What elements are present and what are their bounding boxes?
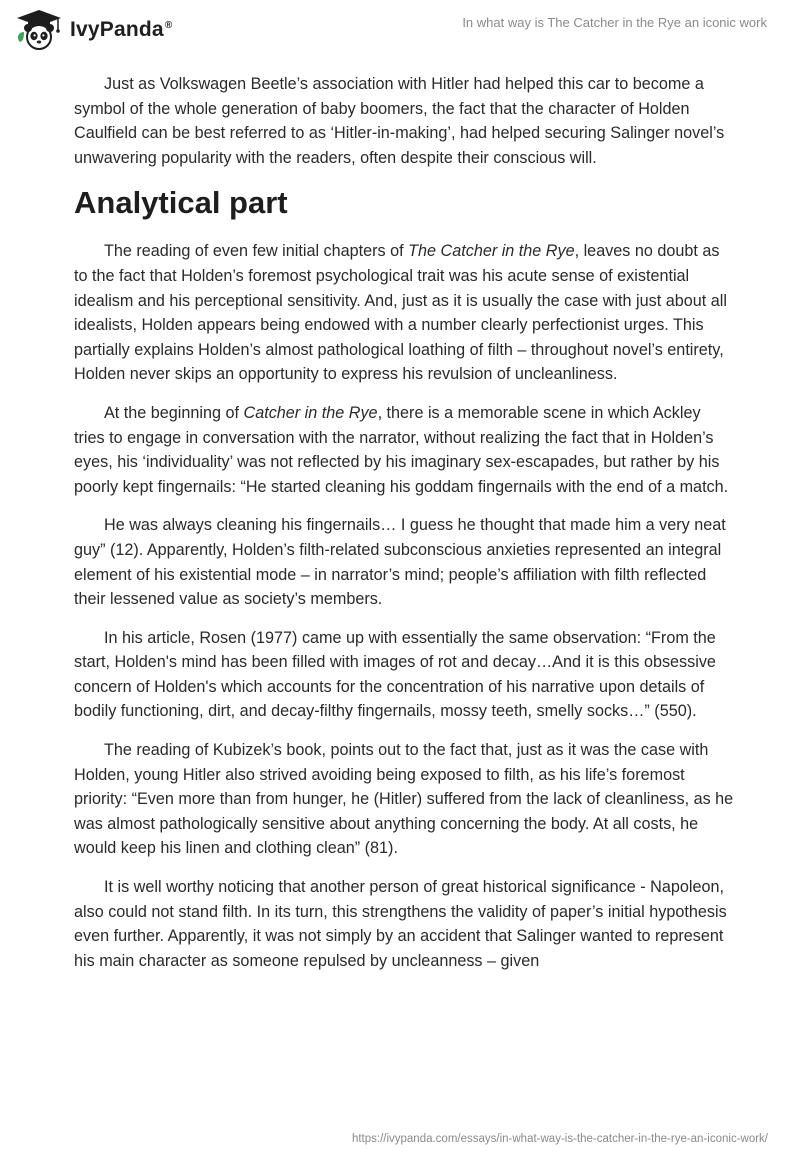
registered-mark: ® [164,20,173,31]
paragraph-1 [74,239,734,387]
paragraph-1-text-a: The reading of even few initial chapters of [104,242,409,261]
paragraph-2 [74,401,734,499]
ivypanda-logo[interactable] [14,8,172,52]
panda-graduate-icon [14,8,64,52]
page-header [0,0,800,60]
source-url[interactable]: https://ivypanda.com/essays/in-what-way-is-the-catcher-in-the-rye-an-iconic-work/ [351,1133,768,1145]
paragraph-2-text-b: , there is a memorable scene in which Ackley tries to engage in conversation with the narrator, without realizing the fact that in Holden’s eyes, his ‘individuality’ was not reflected by his imaginary sex-escapades, but rather by his poorly kept fingernails: “He started cleaning his goddam fingernails with the end of a match. [74,403,729,496]
paragraph-3: He was always cleaning his fingernails… I guess he thought that made him a very neat guy” (12). Apparently, Holden’s filth-related subconscious anxieties represented an integral element of his existential mode – in narrator’s mind; people’s affiliation with filth reflected their lessened value as society’s members. [74,516,726,609]
brand-name: IvyPanda® [70,18,173,41]
paragraph-1-text-b: , leaves no doubt as to the fact that Holden’s foremost psychological trait was his acute sense of existential idealism and his perceptional sensitivity. And, just as it is usually the case with just about all idealists, Holden appears being endowed with a number clearly perfectionist urges. This partially explains Holden’s almost pathological loathing of filth – throughout novel’s entirety, Holden never skips an opportunity to express his revulsion of uncleanliness. [74,242,727,384]
section-heading: Analytical part [74,185,288,221]
document-title: In what way is The Catcher in the Rye an iconic work [462,15,767,30]
paragraph-5: The reading of Kubizek’s book, points out to the fact that, just as it was the case with Holden, young Hitler also strived avoiding being exposed to filth, as his life’s foremost priority: “Even more than from hunger, he (Hitler) suffered from the lack of cleanliness, as he was almost pathologically sensitive about anything concerning the body. At all costs, he would keep his linen and clothing clean” (81). [74,741,734,858]
essay-body [74,72,734,987]
paragraph-intro: Just as Volkswagen Beetle’s association with Hitler had helped this car to become a symbol of the whole generation of baby boomers, the fact that the character of Holden Caulfield can be best referred to as ‘Hitler-in-making’, had helped securing Salinger novel’s unwavering popularity with the readers, often despite their conscious will. [74,75,725,167]
paragraph-6: It is well worthy noticing that another person of great historical significance - Napoleon, also could not stand filth. In its turn, this strengthens the validity of paper’s initial hypothesis even further. Apparently, it was not simply by an accident that Salinger wanted to represent his main character as someone repulsed by uncleanness – given [74,878,727,970]
book-title-italic: Catcher in the Rye [243,403,378,422]
book-title-italic: The Catcher in the Rye [408,242,575,261]
paragraph-4: In his article, Rosen (1977) came up with essentially the same observation: “From the start, Holden's mind has been filled with images of rot and decay…And it is this obsessive concern of Holden's which accounts for the concentration of his narrative upon details of bodily functioning, dirt, and decay-filthy fingernails, mossy teeth, smelly socks…” (550). [74,628,716,721]
paragraph-2-text-a: At the beginning of [104,403,244,422]
